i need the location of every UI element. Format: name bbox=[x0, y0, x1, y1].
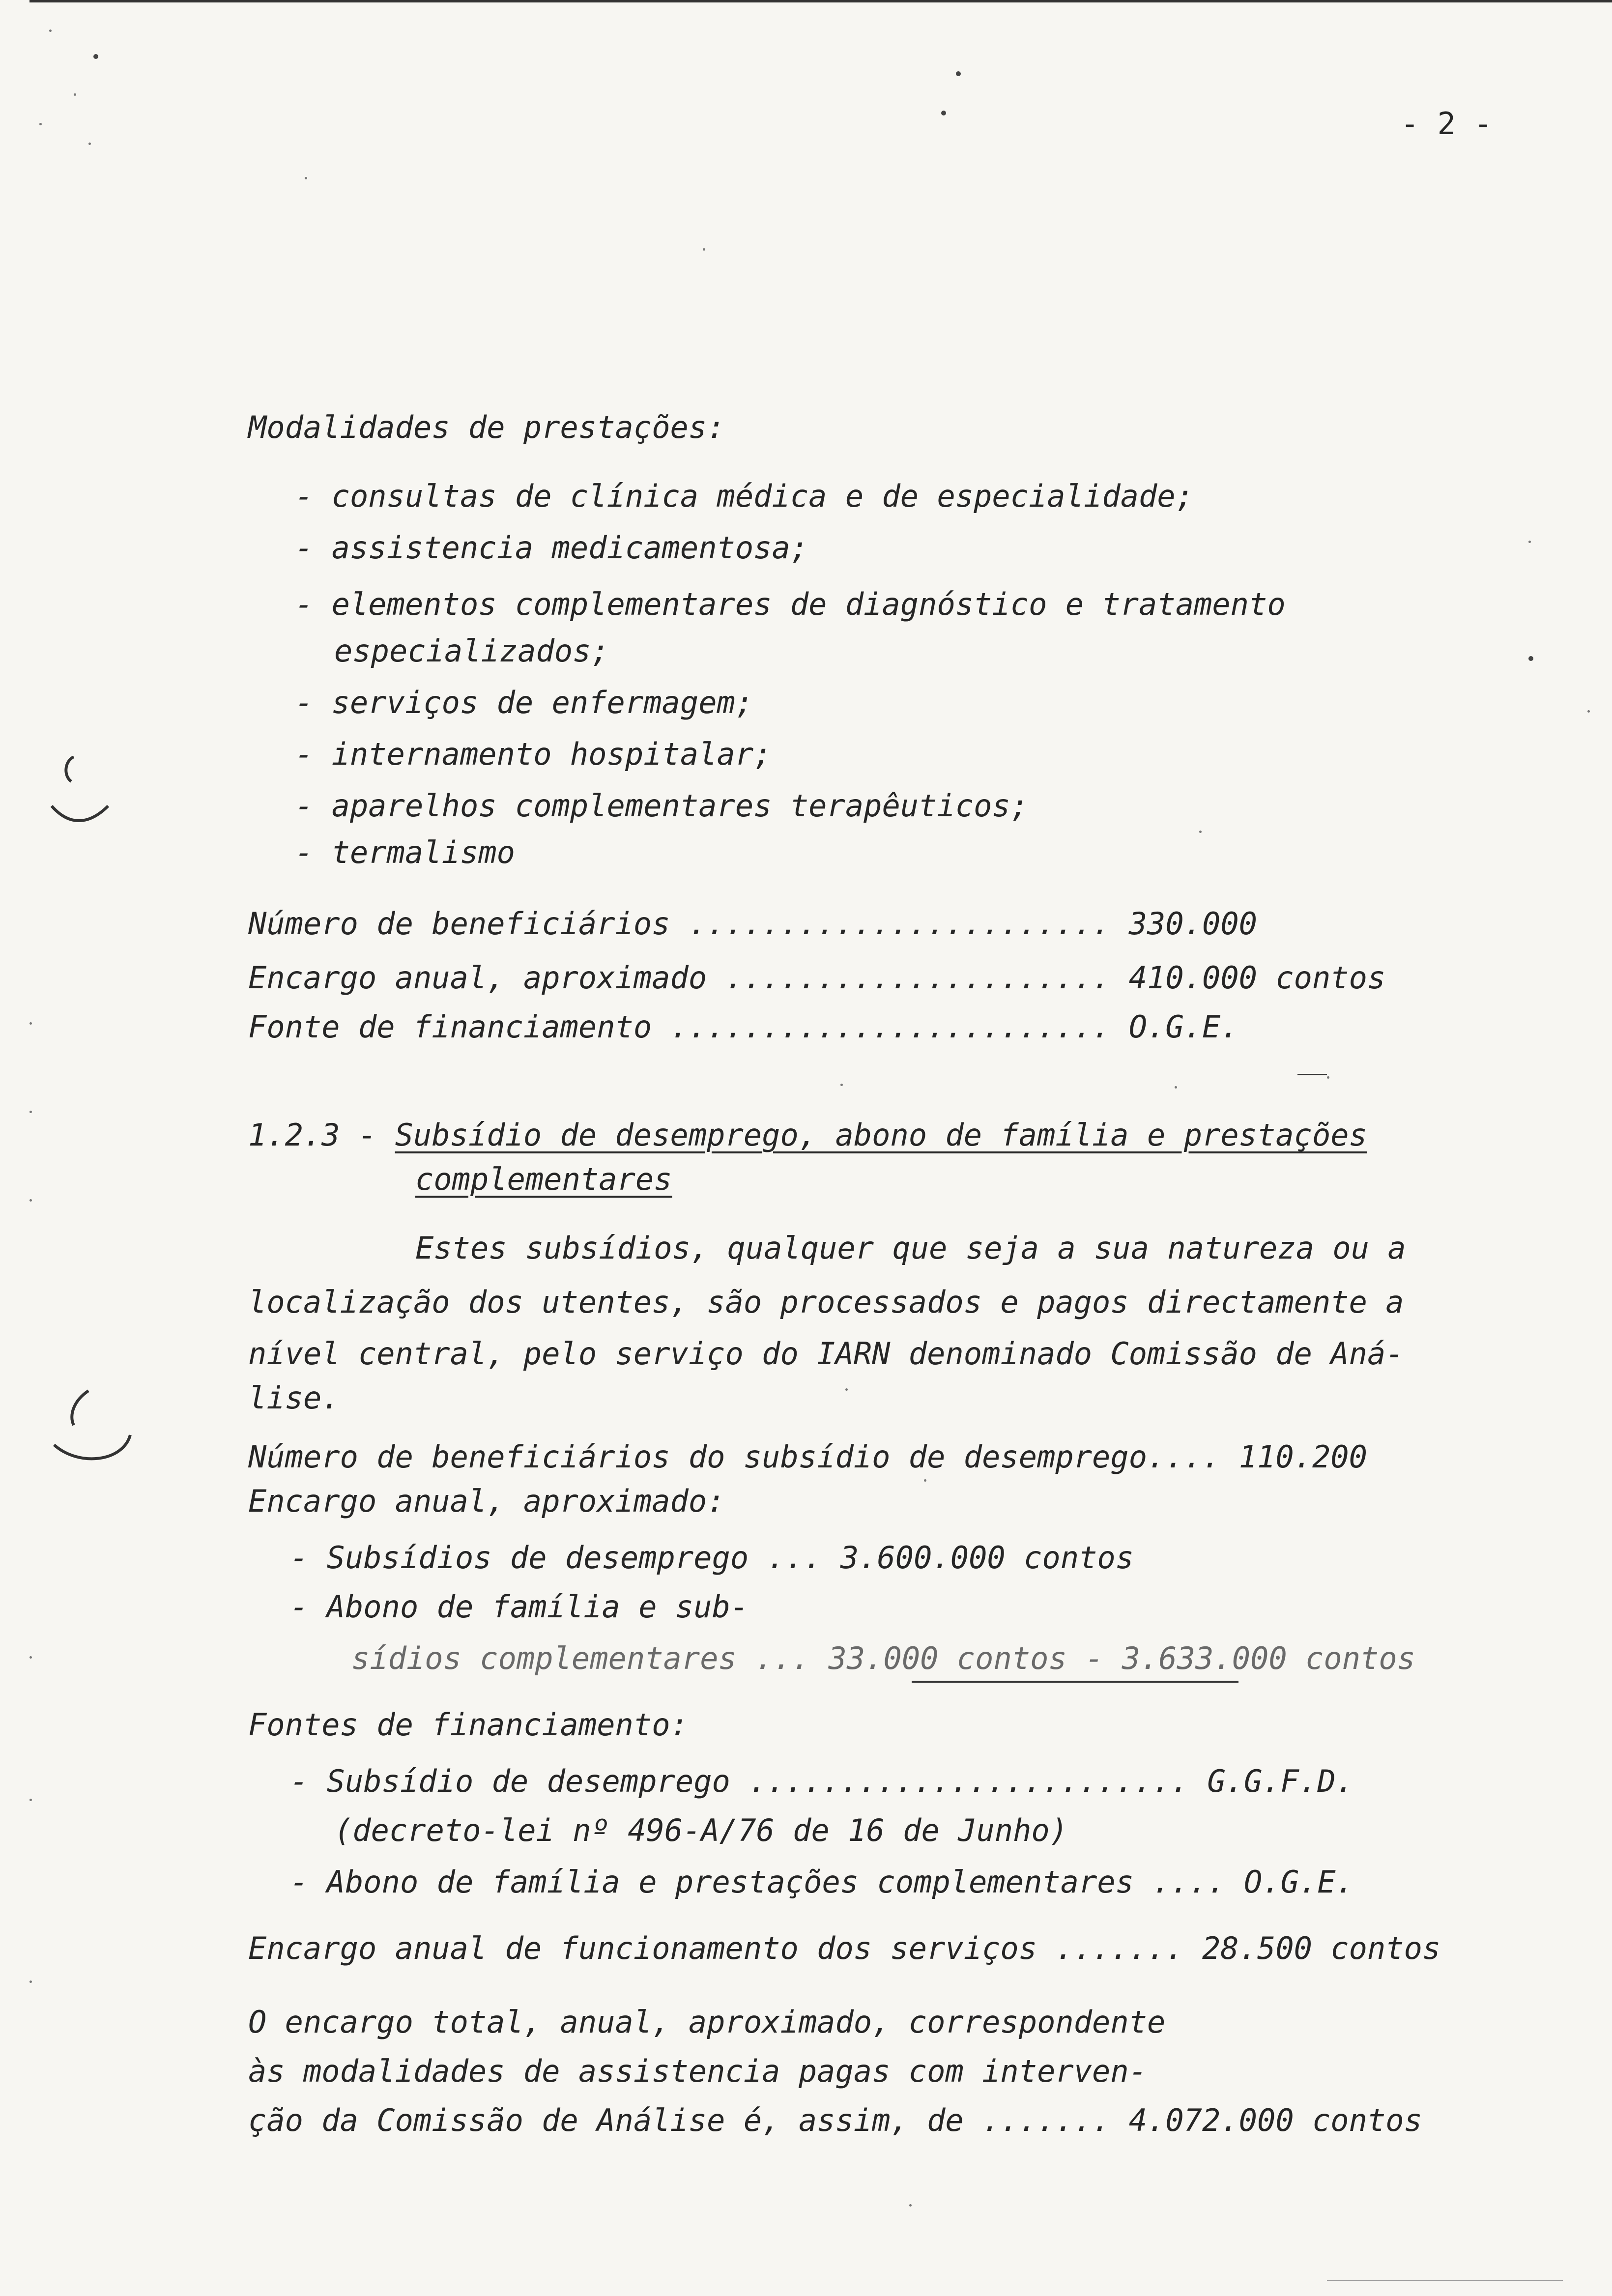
scan-speck bbox=[29, 1111, 32, 1113]
scan-speck bbox=[88, 143, 91, 145]
margin-handmark-top bbox=[44, 747, 133, 845]
fonte-desemprego: - Subsídio de desemprego ........................ G.G.F.D. bbox=[290, 1763, 1354, 1799]
scan-speck bbox=[29, 1199, 32, 1202]
fontes-heading: Fontes de financiamento: bbox=[248, 1707, 689, 1743]
scan-speck bbox=[1199, 831, 1202, 833]
top-edge-rule bbox=[29, 0, 1612, 2]
section-title: Subsídio de desemprego, abono de família e prestações bbox=[395, 1117, 1367, 1153]
prestacoes-heading: Modalidades de prestações: bbox=[248, 409, 725, 445]
abono-label: sídios complementares ... bbox=[351, 1640, 829, 1676]
scan-speck bbox=[29, 1656, 32, 1659]
prestacao-item: - elementos complementares de diagnóstico e tratamento bbox=[295, 586, 1286, 622]
fonte-abono: - Abono de família e prestações complementares .... O.G.E. bbox=[290, 1864, 1354, 1900]
scan-speck bbox=[29, 1980, 32, 1983]
abono-total: 3.633.000 contos bbox=[1122, 1640, 1415, 1676]
sum-underline bbox=[912, 1681, 1238, 1683]
scan-speck bbox=[39, 123, 42, 125]
scan-streak bbox=[1297, 1074, 1327, 1075]
stat-abono: - Abono de família e sub- bbox=[290, 1589, 749, 1625]
scan-speck bbox=[29, 1022, 32, 1025]
total-line: O encargo total, anual, aproximado, correspondente bbox=[248, 2004, 1166, 2040]
prestacao-item: - assistencia medicamentosa; bbox=[295, 530, 809, 566]
margin-handmark-bottom bbox=[44, 1381, 152, 1479]
prestacao-item: - aparelhos complementares terapêuticos; bbox=[295, 788, 1029, 824]
scan-speck bbox=[909, 2204, 912, 2207]
prestacao-item: - internamento hospitalar; bbox=[295, 736, 772, 772]
scan-speck bbox=[29, 1799, 32, 1801]
scan-speck bbox=[956, 71, 961, 76]
stat-beneficiarios-desemprego: Número de beneficiários do subsídio de desemprego.... 110.200 bbox=[248, 1439, 1367, 1475]
scan-speck bbox=[1528, 541, 1531, 543]
paragraph-line: lise. bbox=[248, 1380, 340, 1416]
prestacao-item: - serviços de enfermagem; bbox=[295, 685, 754, 720]
scan-speck bbox=[305, 177, 307, 179]
paragraph-line: localização dos utentes, são processados e pagos directamente a bbox=[248, 1284, 1404, 1320]
scan-speck bbox=[1327, 1076, 1329, 1079]
scan-speck bbox=[93, 54, 98, 59]
section-number: 1.2.3 - bbox=[248, 1117, 395, 1153]
section-title-line2: complementares bbox=[415, 1161, 672, 1197]
scan-streak bbox=[1327, 2280, 1563, 2281]
scan-speck bbox=[1587, 710, 1590, 713]
prestacao-item: - termalismo bbox=[295, 834, 515, 870]
stat-subsidios: - Subsídios de desemprego ... 3.600.000 contos bbox=[290, 1540, 1134, 1576]
section-heading bbox=[248, 1116, 1367, 1155]
prestacao-item: - consultas de clínica médica e de especialidade; bbox=[295, 478, 1194, 514]
scan-speck bbox=[1175, 1086, 1177, 1089]
paragraph-line: Estes subsídios, qualquer que seja a sua natureza ou a bbox=[415, 1230, 1406, 1266]
scan-speck bbox=[49, 29, 52, 32]
scan-speck bbox=[74, 93, 76, 96]
stat-fonte: Fonte de financiamento ........................ O.G.E. bbox=[248, 1009, 1239, 1045]
stat-beneficiarios: Número de beneficiários ....................... 330.000 bbox=[248, 906, 1257, 942]
stat-encargo: Encargo anual, aproximado ..................... 410.000 contos bbox=[248, 960, 1386, 996]
scan-speck bbox=[924, 1479, 926, 1482]
scan-speck bbox=[1528, 656, 1533, 661]
stat-abono-continuation bbox=[351, 1639, 1415, 1678]
fonte-decreto: (decreto-lei nº 496-A/76 de 16 de Junho) bbox=[334, 1812, 1068, 1848]
abono-dash: - bbox=[1066, 1640, 1122, 1676]
page-number: - 2 - bbox=[1401, 106, 1493, 142]
prestacao-item-continuation: especializados; bbox=[334, 633, 609, 669]
scan-speck bbox=[840, 1084, 843, 1086]
total-line: às modalidades de assistencia pagas com interven- bbox=[248, 2053, 1148, 2089]
section-title-continuation bbox=[415, 1160, 672, 1199]
encargo-funcionamento: Encargo anual de funcionamento dos serviços ....... 28.500 contos bbox=[248, 1930, 1441, 1966]
scan-speck bbox=[941, 111, 946, 115]
scan-speck bbox=[845, 1388, 848, 1391]
paragraph-line: nível central, pelo serviço do IARN denominado Comissão de Aná- bbox=[248, 1336, 1404, 1372]
abono-value: 33.000 contos bbox=[828, 1640, 1067, 1676]
encargo-heading: Encargo anual, aproximado: bbox=[248, 1483, 725, 1519]
total-line: ção da Comissão de Análise é, assim, de ....... 4.072.000 contos bbox=[248, 2102, 1422, 2138]
scan-speck bbox=[703, 248, 705, 251]
